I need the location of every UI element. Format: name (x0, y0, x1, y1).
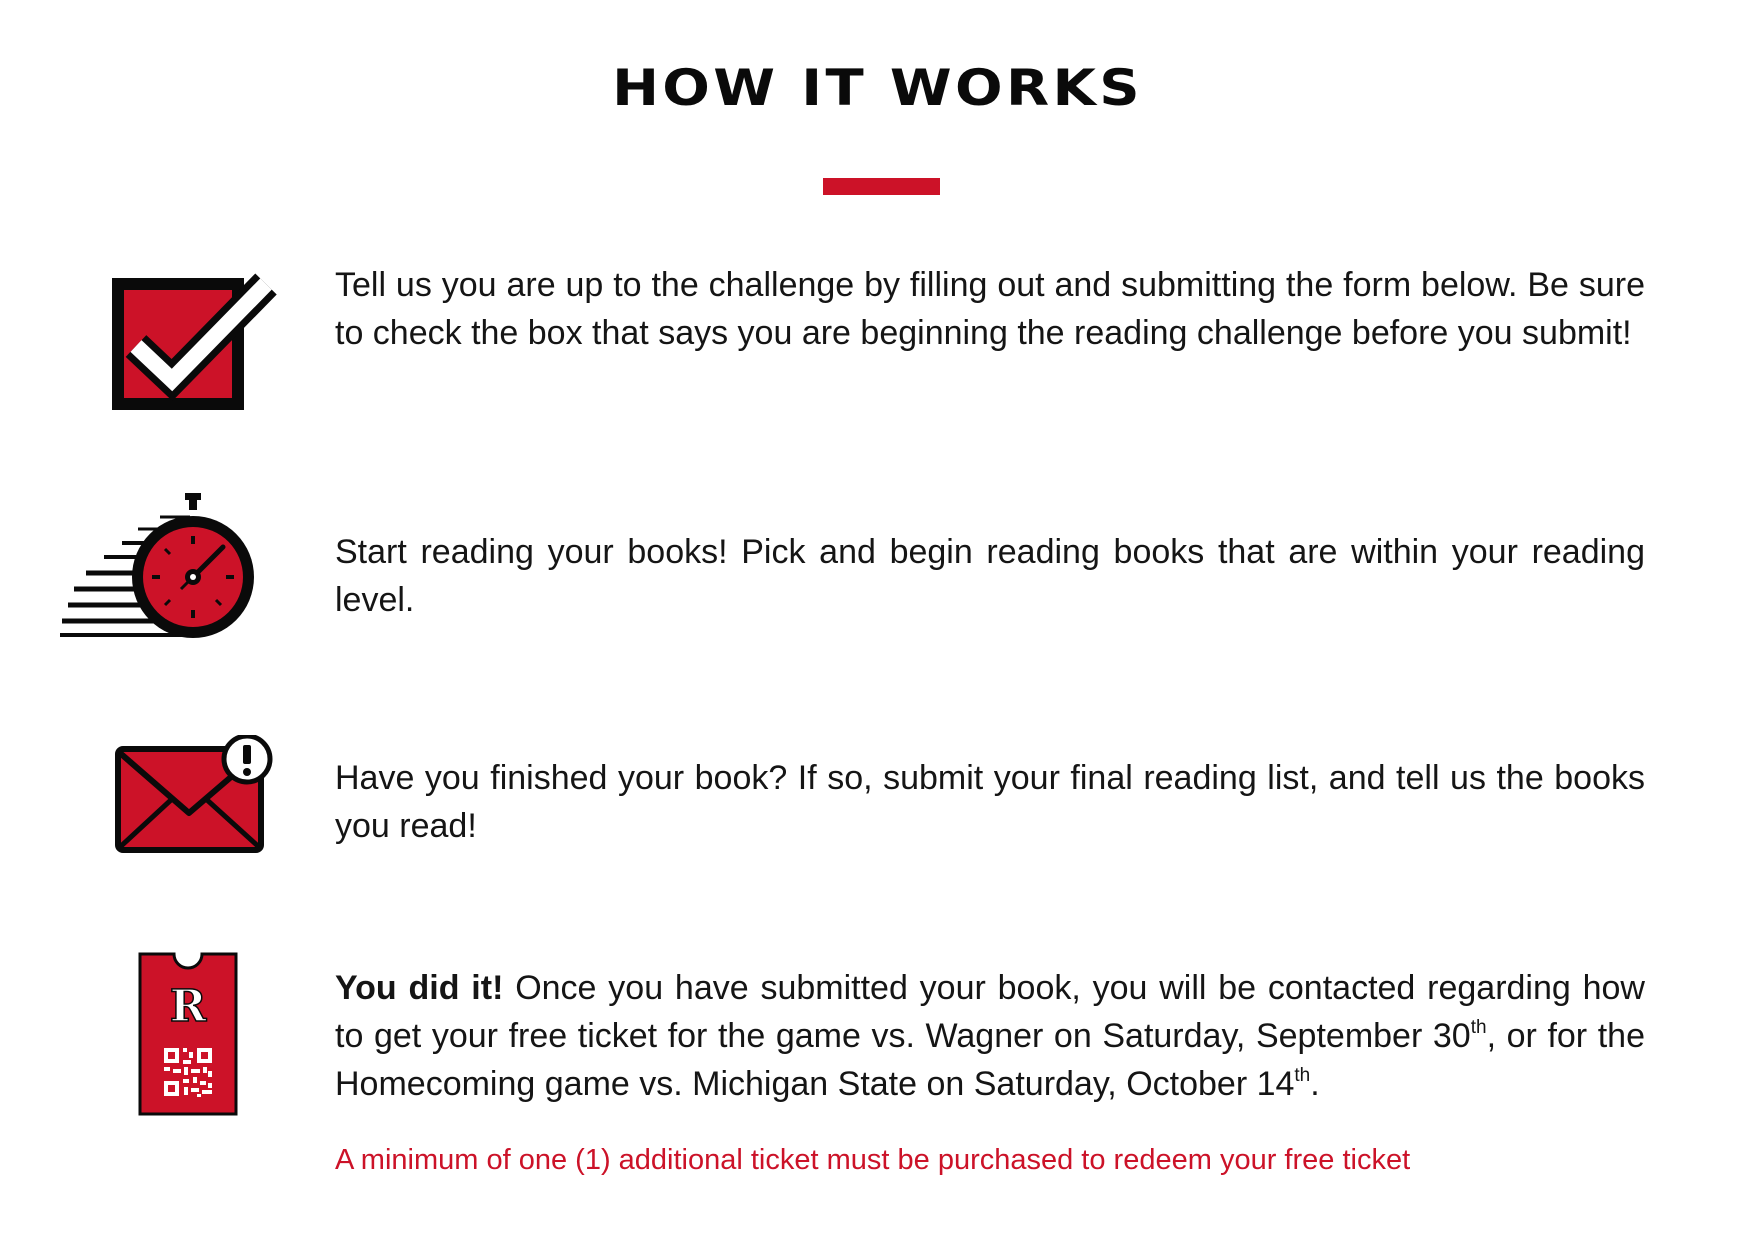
step-4-text: You did it! Once you have submitted your book, you will be contacted regarding how to get your free ticket for the game vs. Wagner on Saturday, September 30th, or for the Homecoming game vs. Michigan State on Saturday, October 14th. (335, 969, 1645, 1103)
step-4-highlight: You did it! (335, 969, 504, 1007)
ticket-purchase-note: A minimum of one (1) additional ticket must be purchased to redeem your free ticket (335, 1144, 1411, 1176)
ticket-logo-letter: R (169, 981, 207, 1032)
envelope-alert-icon (114, 735, 274, 855)
step-1-text: Tell us you are up to the challenge by filling out and submitting the form below. Be sure to check the box that says you are beginning the reading challenge before you submit! (335, 266, 1645, 352)
stopwatch-icon (60, 493, 270, 651)
step-3-text: Have you finished your book? If so, submit your final reading list, and tell us the books you read! (335, 759, 1645, 845)
title-underline (823, 178, 940, 195)
page-title: HOW IT WORKS (612, 59, 1143, 117)
checkbox-checked-icon (108, 262, 278, 412)
ticket-icon (138, 952, 240, 1116)
step-2-text: Start reading your books! Pick and begin reading books that are within your reading level. (335, 533, 1645, 619)
